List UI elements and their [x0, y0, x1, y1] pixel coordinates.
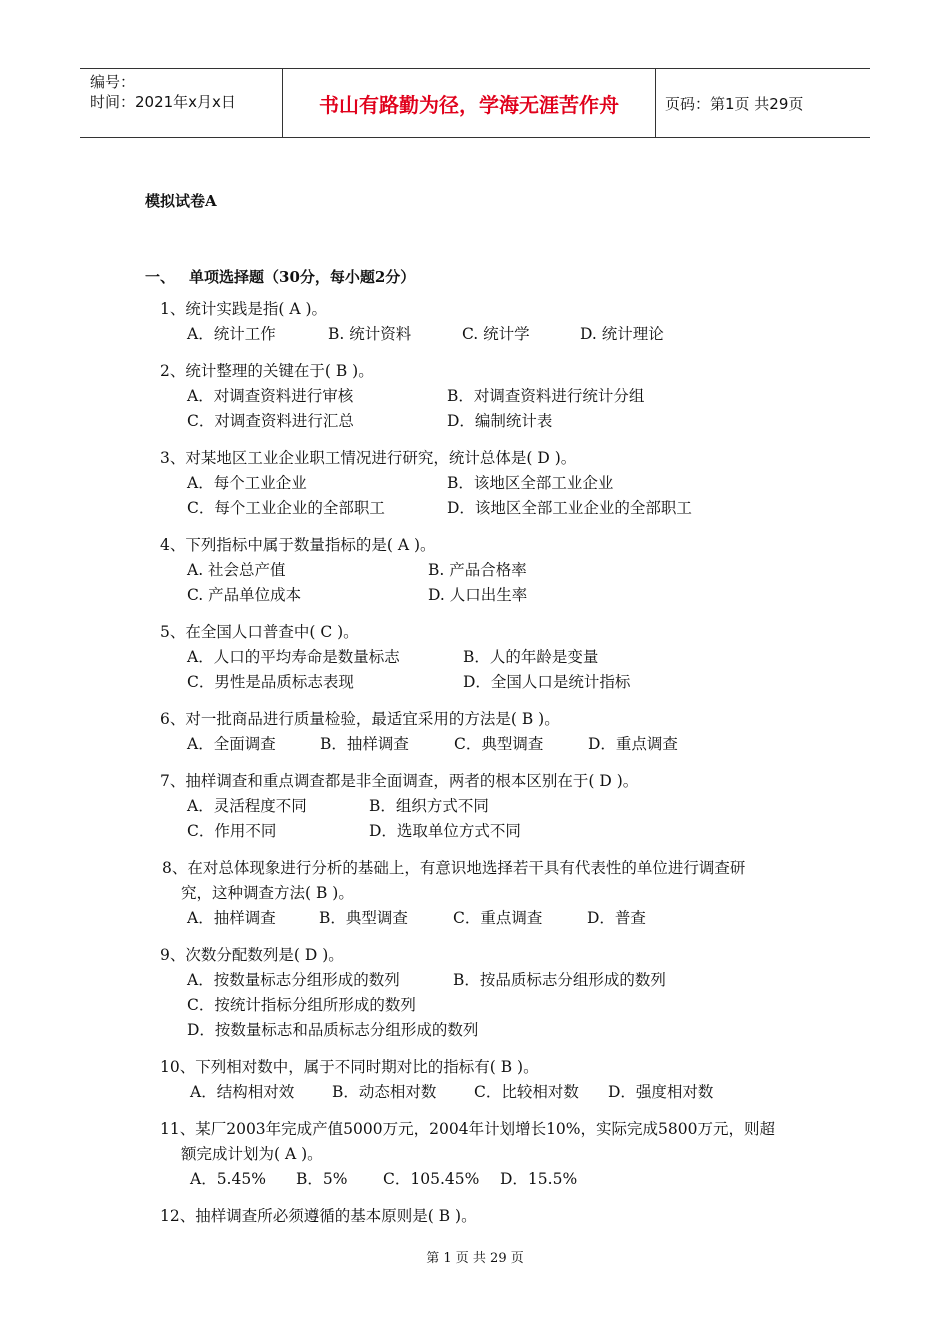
option: A．全面调查	[187, 735, 276, 753]
option: C．男性是品质标志表现	[187, 673, 354, 691]
option: C．105.45%	[383, 1170, 480, 1188]
question-stem: 2、统计整理的关键在于( B )。	[160, 362, 374, 380]
option: C．比较相对数	[474, 1083, 579, 1101]
question-stem: 4、下列指标中属于数量指标的是( A )。	[160, 536, 436, 554]
option: A．按数量标志分组形成的数列	[187, 971, 400, 989]
option: D．重点调查	[588, 735, 678, 753]
option: D．按数量标志和品质标志分组形成的数列	[187, 1021, 479, 1039]
option: A. 社会总产值	[187, 561, 286, 579]
option: D．编制统计表	[447, 412, 553, 430]
option: C. 统计学	[462, 325, 530, 343]
option: B．5%	[296, 1170, 348, 1188]
exam-title: 模拟试卷A	[145, 192, 217, 210]
option: A．结构相对效	[190, 1083, 295, 1101]
option: A．人口的平均寿命是数量标志	[187, 648, 400, 666]
time-label: 时间：2021年x月x日	[90, 93, 236, 111]
question-stem: 10、下列相对数中，属于不同时期对比的指标有( B )。	[160, 1058, 539, 1076]
section-text: 单项选择题（30分，每小题2分）	[189, 268, 416, 286]
option: B. 统计资料	[328, 325, 412, 343]
option: C．作用不同	[187, 822, 277, 840]
question-stem: 3、对某地区工业企业职工情况进行研究，统计总体是( D )。	[160, 449, 577, 467]
option: A．抽样调查	[187, 909, 276, 927]
question-stem: 9、次数分配数列是( D )。	[160, 946, 344, 964]
option: D. 统计理论	[580, 325, 664, 343]
option: B．组织方式不同	[369, 797, 489, 815]
question-stem: 5、在全国人口普查中( C )。	[160, 623, 359, 641]
option: D．选取单位方式不同	[369, 822, 521, 840]
option: C．每个工业企业的全部职工	[187, 499, 385, 517]
question-stem: 7、抽样调查和重点调查都是非全面调查，两者的根本区别在于( D )。	[160, 772, 639, 790]
option: B．该地区全部工业企业	[447, 474, 614, 492]
option: A．5.45%	[190, 1170, 266, 1188]
option: C．重点调查	[453, 909, 543, 927]
option: A．对调查资料进行审核	[187, 387, 354, 405]
section-number: 一、	[145, 268, 176, 286]
question-stem-continued: 额完成计划为( A )。	[181, 1145, 323, 1163]
question-stem-continued: 究，这种调查方法( B )。	[181, 884, 354, 902]
option: C．典型调查	[454, 735, 544, 753]
option: B．动态相对数	[332, 1083, 437, 1101]
option: B．人的年龄是变量	[463, 648, 599, 666]
option: A．灵活程度不同	[187, 797, 307, 815]
header-left-cell	[80, 69, 282, 137]
option: B．按品质标志分组形成的数列	[453, 971, 666, 989]
option: B．抽样调查	[320, 735, 409, 753]
page-info: 页码：第1页 共29页	[665, 94, 804, 113]
option: A．统计工作	[187, 325, 276, 343]
option: A．每个工业企业	[187, 474, 307, 492]
page-footer: 第 1 页 共 29 页	[426, 1251, 524, 1266]
option: C．对调查资料进行汇总	[187, 412, 354, 430]
motto: 书山有路勤为径，学海无涯苦作舟	[282, 69, 656, 137]
option: C．按统计指标分组所形成的数列	[187, 996, 416, 1014]
question-stem: 12、抽样调查所必须遵循的基本原则是( B )。	[160, 1207, 477, 1225]
number-label: 编号：	[90, 73, 136, 91]
option: D．该地区全部工业企业的全部职工	[447, 499, 692, 517]
page-header	[80, 68, 870, 138]
question-stem: 11、某厂2003年完成产值5000万元，2004年计划增长10%，实际完成5800万元，则超	[160, 1120, 775, 1138]
question-stem: 6、对一批商品进行质量检验，最适宜采用的方法是( B )。	[160, 710, 560, 728]
question-stem: 1、统计实践是指( A )。	[160, 300, 328, 318]
question-stem: 8、在对总体现象进行分析的基础上，有意识地选择若干具有代表性的单位进行调查研	[162, 859, 746, 877]
option: C. 产品单位成本	[187, 586, 302, 604]
option: D．15.5%	[500, 1170, 578, 1188]
option: B．对调查资料进行统计分组	[447, 387, 645, 405]
section-heading	[145, 266, 415, 287]
option: B. 产品合格率	[428, 561, 527, 579]
option: D．普查	[587, 909, 646, 927]
option: D. 人口出生率	[428, 586, 528, 604]
option: D．强度相对数	[608, 1083, 714, 1101]
option: B．典型调查	[319, 909, 408, 927]
option: D．全国人口是统计指标	[463, 673, 631, 691]
